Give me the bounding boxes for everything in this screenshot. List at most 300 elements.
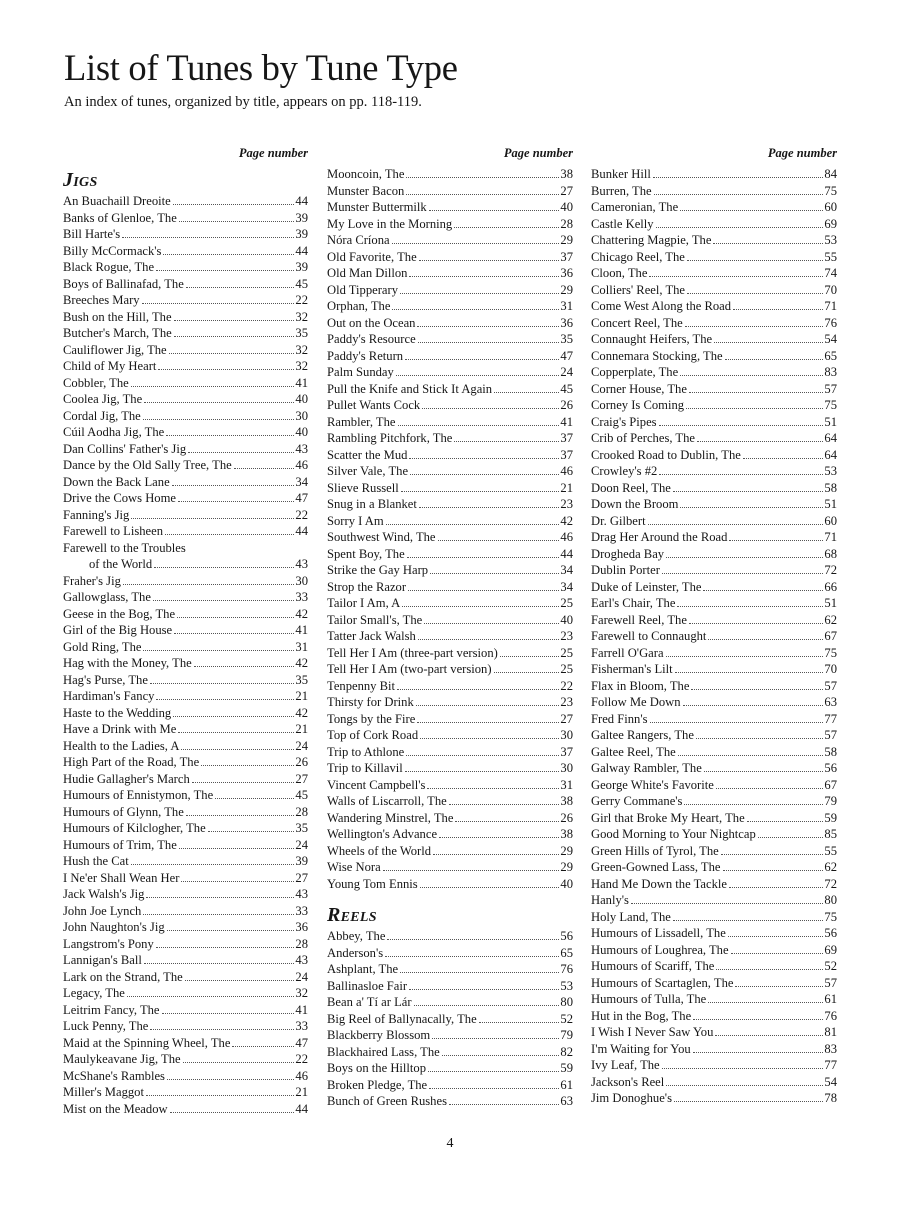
dot-leader [731, 942, 824, 954]
tune-title: Strop the Razor [327, 579, 407, 594]
tune-list-col1 [63, 193, 308, 1117]
tune-entry [327, 1027, 573, 1044]
tune-page-number: 77 [824, 1058, 837, 1072]
tune-page-number: 24 [560, 365, 573, 379]
tune-entry [63, 1051, 308, 1068]
dot-leader [192, 771, 295, 783]
dot-leader [430, 562, 559, 574]
tune-entry [63, 573, 308, 590]
tune-title: I'm Waiting for You [591, 1041, 691, 1056]
tune-title: Humours of Scartaglen, The [591, 975, 734, 990]
tune-entry [591, 447, 837, 464]
tune-entry [327, 216, 573, 233]
dot-leader [678, 744, 824, 756]
tune-title: Colliers' Reel, The [591, 282, 686, 297]
tune-title: Follow Me Down [591, 695, 681, 709]
dot-leader [392, 232, 560, 244]
tune-entry [591, 364, 837, 381]
tune-title: Humours of Loughrea, The [591, 942, 729, 957]
dot-leader [417, 315, 559, 327]
tune-title: Munster Bacon [327, 183, 405, 198]
tune-page-number: 39 [295, 227, 308, 241]
tune-title: Pullet Wants Cock [327, 398, 421, 412]
tune-entry [591, 793, 837, 810]
tune-entry [591, 381, 837, 398]
tune-list-col2-reels [327, 928, 573, 1110]
tune-entry [63, 375, 308, 392]
dot-leader [186, 276, 295, 288]
tune-page-number: 26 [295, 755, 308, 769]
dot-leader [704, 760, 824, 772]
tune-title: Butcher's March, The [63, 326, 172, 340]
tune-title: Chattering Magpie, The [591, 233, 712, 247]
tune-entry [63, 523, 308, 540]
dot-leader [703, 579, 823, 591]
tune-entry [63, 1084, 308, 1101]
tune-page-number: 43 [295, 953, 308, 967]
tune-entry [327, 199, 573, 216]
tune-page-number: 24 [295, 837, 308, 852]
tune-page-number: 30 [295, 408, 308, 423]
tune-entry [63, 672, 308, 689]
dot-leader [156, 688, 294, 700]
tune-page-number: 68 [824, 546, 837, 561]
tune-page-number: 54 [824, 1074, 837, 1089]
tune-entry [63, 210, 308, 227]
tune-title: High Part of the Road, The [63, 755, 200, 769]
tune-title: Copperplate, The [591, 365, 679, 379]
dot-leader [650, 711, 824, 723]
tune-title: Concert Reel, The [591, 315, 683, 330]
dot-leader [653, 166, 824, 178]
tune-entry [591, 480, 837, 497]
tune-entry [327, 397, 573, 414]
dot-leader [439, 826, 559, 838]
tune-page-number: 28 [295, 804, 308, 819]
dot-leader [174, 622, 294, 634]
tune-title: Jackson's Reel [591, 1074, 665, 1089]
tune-entry [63, 903, 308, 920]
tune-title: Jim Donoghue's [591, 1091, 672, 1105]
tune-entry [327, 859, 573, 876]
tune-page-number: 76 [824, 1008, 837, 1023]
tune-entry [327, 249, 573, 266]
tune-title: Earl's Chair, The [591, 596, 676, 610]
tune-title: Slieve Russell [327, 480, 399, 495]
dot-leader [449, 793, 560, 805]
dot-leader [438, 529, 560, 541]
tune-title: Hush the Cat [63, 854, 129, 868]
tune-entry [591, 694, 837, 711]
dot-leader [185, 969, 295, 981]
tune-entry [591, 265, 837, 282]
tune-title: Fanning's Jig [63, 507, 130, 522]
tune-entry [63, 886, 308, 903]
tune-page-number: 40 [560, 612, 573, 627]
section-heading-jigs: Jigs [63, 169, 98, 191]
tune-title: Trip to Killavil [327, 761, 403, 775]
tune-title: Geese in the Bog, The [63, 606, 176, 621]
tune-page-number: 46 [560, 530, 573, 544]
dot-leader [177, 606, 294, 618]
tune-entry [591, 645, 837, 662]
tune-page-number: 83 [824, 365, 837, 379]
dot-leader [758, 826, 824, 838]
tune-title: Vincent Campbell's [327, 777, 426, 792]
tune-title: Child of My Heart [63, 359, 157, 373]
tune-title: Breeches Mary [63, 293, 140, 307]
tune-title: Broken Pledge, The [327, 1077, 428, 1092]
tune-title: Green-Gowned Lass, The [591, 860, 721, 874]
tune-page-number: 75 [824, 909, 837, 924]
tune-page-number: 29 [560, 233, 573, 247]
tune-page-number: 80 [560, 995, 573, 1009]
tune-page-number: 58 [824, 480, 837, 495]
tune-entry [591, 166, 837, 183]
tune-entry [591, 546, 837, 563]
tune-entry [327, 810, 573, 827]
dot-leader [398, 414, 560, 426]
tune-title: Farewell to Connaught [591, 629, 707, 643]
dot-leader [144, 952, 295, 964]
tune-entry [591, 777, 837, 794]
tune-title: Cordal Jig, The [63, 408, 141, 423]
tune-entry [63, 259, 308, 276]
tune-entry [63, 837, 308, 854]
dot-leader [418, 628, 560, 640]
dot-leader [173, 705, 294, 717]
tune-page-number: 51 [824, 596, 837, 610]
tune-title: Burren, The [591, 183, 652, 198]
tune-title: Maulykeavane Jig, The [63, 1052, 181, 1066]
dot-leader [123, 573, 295, 585]
dot-leader [419, 496, 560, 508]
tune-title: Tenpenny Bit [327, 678, 396, 693]
tune-entry [327, 265, 573, 282]
dot-leader [716, 958, 823, 970]
tune-page-number: 27 [560, 183, 573, 198]
tune-entry [591, 909, 837, 926]
tune-page-number: 44 [295, 1101, 308, 1116]
dot-leader [675, 661, 824, 673]
dot-leader [721, 843, 824, 855]
tune-page-number: 47 [295, 491, 308, 505]
tune-title: Hanly's [591, 893, 629, 907]
tune-entry [63, 226, 308, 243]
tune-page-number: 64 [824, 431, 837, 445]
tune-title: Farewell Reel, The [591, 612, 687, 627]
tune-page-number: 29 [560, 282, 573, 297]
dot-leader [416, 694, 560, 706]
dot-leader [122, 226, 294, 238]
tune-page-number: 29 [560, 860, 573, 874]
dot-leader [418, 331, 560, 343]
tune-title: Tongs by the Fire [327, 711, 416, 726]
tune-title: Rambler, The [327, 414, 396, 429]
tune-page-number: 63 [560, 1094, 573, 1108]
tune-title: Fraher's Jig [63, 573, 121, 588]
dot-leader [673, 909, 824, 921]
tune-entry [63, 391, 308, 408]
tune-page-number: 26 [560, 398, 573, 412]
tune-title: Luck Penny, The [63, 1019, 149, 1033]
tune-entry [63, 507, 308, 524]
tune-page-number: 67 [824, 777, 837, 792]
tune-title: Tell Her I Am (two-part version) [327, 662, 492, 676]
tune-entry [327, 166, 573, 183]
dot-leader [648, 513, 824, 525]
tune-title: Galtee Rangers, The [591, 728, 694, 742]
dot-leader [500, 645, 560, 657]
tune-page-number: 22 [295, 507, 308, 522]
dot-leader [201, 754, 294, 766]
tune-title: Haste to the Wedding [63, 705, 172, 720]
tune-title: Connaught Heifers, The [591, 332, 713, 346]
tune-page-number: 24 [295, 738, 308, 753]
tune-page-number: 42 [560, 513, 573, 528]
dot-leader [194, 655, 295, 667]
page-number-header: Page number [767, 146, 837, 160]
tune-title: Galtee Reel, The [591, 744, 676, 759]
tune-title: Craig's Pipes [591, 414, 657, 429]
tune-page-number: 85 [824, 827, 837, 841]
tune-title: Out on the Ocean [327, 315, 416, 330]
dot-leader [428, 1060, 559, 1072]
tune-title: John Joe Lynch [63, 903, 142, 918]
tune-title: Paddy's Return [327, 348, 404, 363]
tune-title: Langstrom's Pony [63, 936, 154, 951]
tune-entry [63, 738, 308, 755]
tune-entry [327, 744, 573, 761]
tune-entry [63, 540, 308, 573]
tune-page-number: 47 [295, 1035, 308, 1050]
dot-leader [686, 397, 823, 409]
tune-page-number: 79 [824, 794, 837, 808]
tune-entry [591, 595, 837, 612]
tune-entry [63, 1018, 308, 1035]
tune-entry [63, 490, 308, 507]
tune-entry [591, 1090, 837, 1107]
tune-title: I Ne'er Shall Wean Her [63, 870, 180, 885]
dot-leader [405, 348, 559, 360]
tune-page-number: 28 [560, 216, 573, 231]
dot-leader [714, 331, 823, 343]
tune-page-number: 37 [560, 447, 573, 462]
tune-title: Down the Broom [591, 497, 679, 511]
dot-leader [392, 298, 559, 310]
tune-page-number: 75 [824, 645, 837, 660]
tune-title: Humours of Ennistymon, The [63, 788, 214, 802]
tune-entry [327, 364, 573, 381]
dot-leader [683, 694, 824, 706]
tune-entry [327, 183, 573, 200]
tune-entry [63, 655, 308, 672]
dot-leader [479, 1011, 560, 1023]
tune-page-number: 35 [295, 326, 308, 340]
tune-page-number: 41 [295, 623, 308, 637]
dot-leader [181, 738, 294, 750]
dot-leader [166, 424, 294, 436]
tune-entry [63, 276, 308, 293]
tune-entry [327, 928, 573, 945]
tune-entry [63, 919, 308, 936]
dot-leader [156, 259, 294, 271]
tune-page-number: 81 [824, 1025, 837, 1039]
tune-page-number: 27 [560, 711, 573, 726]
tune-page-number: 23 [560, 695, 573, 709]
tune-page-number: 65 [824, 348, 837, 363]
tune-title: Scatter the Mud [327, 447, 408, 462]
tune-title: Silver Vale, The [327, 464, 409, 478]
tune-entry [591, 859, 837, 876]
dot-leader [396, 364, 560, 376]
tune-title: Tailor Small's, The [327, 612, 423, 627]
dot-leader [728, 925, 824, 937]
dot-leader [687, 282, 823, 294]
tune-entry [591, 810, 837, 827]
tune-title: Trip to Athlone [327, 744, 405, 759]
tune-title: Down the Back Lane [63, 474, 170, 489]
tune-entry [591, 579, 837, 596]
tune-page-number: 61 [824, 992, 837, 1006]
tune-title: Castle Kelly [591, 216, 654, 231]
tune-entry [63, 474, 308, 491]
page-number-header: Page number [238, 146, 308, 160]
dot-leader [666, 645, 824, 657]
tune-page-number: 74 [824, 266, 837, 280]
tune-title: Drag Her Around the Road [591, 530, 728, 544]
tune-title: Thirsty for Drink [327, 695, 414, 709]
tune-entry [63, 985, 308, 1002]
dot-leader [684, 793, 823, 805]
tune-page-number: 30 [560, 761, 573, 775]
dot-leader [424, 612, 559, 624]
dot-leader [407, 546, 560, 558]
dot-leader [654, 183, 824, 195]
column-1 [63, 143, 308, 1117]
tune-entry [63, 457, 308, 474]
tune-entry [591, 199, 837, 216]
tune-entry [327, 1093, 573, 1110]
tune-entry [63, 754, 308, 771]
tune-title-continuation-line [63, 556, 308, 573]
tune-title: Palm Sunday [327, 365, 394, 379]
dot-leader [666, 1074, 823, 1086]
tune-list-col2-jigs [327, 166, 573, 892]
tune-page-number: 21 [295, 722, 308, 736]
tune-page-number: 64 [824, 447, 837, 462]
tune-title: Boys on the Hilltop [327, 1061, 427, 1075]
tune-page-number: 46 [295, 458, 308, 472]
tune-page-number: 31 [560, 299, 573, 313]
tune-page-number: 62 [824, 612, 837, 627]
tune-entry [591, 892, 837, 909]
tune-page-number: 36 [295, 920, 308, 934]
tune-page-number: 40 [560, 200, 573, 214]
tune-page-number: 43 [295, 441, 308, 456]
tune-entry [63, 688, 308, 705]
tune-page-number: 39 [295, 260, 308, 274]
dot-leader [494, 381, 559, 393]
tune-entry [591, 826, 837, 843]
tune-entry [591, 430, 837, 447]
tune-title: Boys of Ballinafad, The [63, 276, 184, 291]
tune-entry [591, 529, 837, 546]
tune-entry [591, 760, 837, 777]
dot-leader [406, 166, 559, 178]
tune-title: Miller's Maggot [63, 1085, 144, 1099]
dot-leader [154, 556, 294, 568]
tune-entry [63, 325, 308, 342]
dot-leader [401, 480, 560, 492]
dot-leader [693, 1041, 824, 1053]
tune-title: Young Tom Ennis [327, 876, 418, 891]
tune-page-number: 43 [295, 887, 308, 901]
dot-leader [419, 249, 560, 261]
tune-page-number: 52 [824, 959, 837, 973]
dot-leader [406, 744, 559, 756]
dot-leader [174, 309, 295, 321]
tune-title: Cauliflower Jig, The [63, 342, 167, 357]
dot-leader [442, 1044, 560, 1056]
tune-title: Crooked Road to Dublin, The [591, 447, 741, 462]
tune-page-number: 71 [824, 530, 837, 544]
dot-leader [405, 760, 560, 772]
tune-title: Paddy's Resource [327, 332, 416, 346]
tune-page-number: 67 [824, 629, 837, 643]
tune-title: Ivy Leaf, The [591, 1058, 660, 1072]
dot-leader [150, 672, 294, 684]
tune-entry [63, 969, 308, 986]
dot-leader [674, 1090, 823, 1102]
tune-page-number: 58 [824, 744, 837, 759]
tune-title: Hand Me Down the Tackle [591, 876, 727, 891]
tune-entry [591, 975, 837, 992]
tune-page-number: 38 [560, 827, 573, 841]
tune-entry [327, 978, 573, 995]
tune-title: Lark on the Strand, The [63, 969, 183, 984]
tune-title: Old Man Dillon [327, 266, 408, 280]
tune-page-number: 54 [824, 332, 837, 346]
tune-page-number: 42 [295, 705, 308, 720]
tune-title: Dan Collins' Father's Jig [63, 441, 187, 456]
tune-entry [591, 249, 837, 266]
tune-page-number: 32 [295, 986, 308, 1000]
tune-title: Cameronian, The [591, 200, 679, 214]
tune-page-number: 41 [560, 414, 573, 429]
tune-entry [327, 843, 573, 860]
tune-page-number: 37 [560, 249, 573, 264]
dot-leader [144, 391, 294, 403]
dot-leader [689, 612, 823, 624]
tune-title: Hag with the Money, The [63, 656, 192, 670]
tune-page-number: 82 [560, 1044, 573, 1059]
dot-leader [409, 265, 559, 277]
tune-page-number: 59 [560, 1061, 573, 1075]
tune-page-number: 25 [560, 596, 573, 610]
tune-title: Anderson's [327, 945, 384, 960]
tune-title: Gerry Commane's [591, 794, 683, 808]
tune-title: Doon Reel, The [591, 480, 671, 495]
tune-title: Duke of Leinster, The [591, 579, 702, 594]
dot-leader [429, 1077, 559, 1089]
tune-entry [591, 463, 837, 480]
tune-entry [327, 694, 573, 711]
dot-leader [662, 1057, 824, 1069]
dot-leader [408, 579, 559, 591]
tune-title: Humours of Lissadell, The [591, 926, 726, 940]
tune-entry [327, 282, 573, 299]
